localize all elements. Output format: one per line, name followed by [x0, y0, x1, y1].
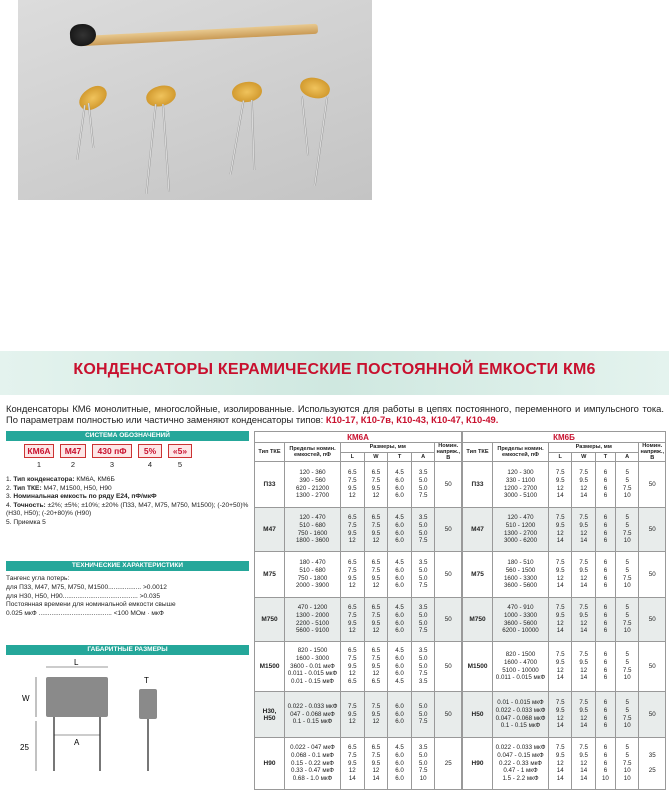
cell-a: 5 5 7.5 10	[615, 552, 639, 598]
cell-v: 50	[639, 598, 666, 642]
cell-t: 4.5 6.0 6.0 6.0	[388, 508, 412, 552]
table-row	[463, 598, 666, 642]
index-5: 5	[177, 460, 183, 469]
cell-v: 25	[435, 738, 462, 790]
col-header-a: A	[411, 452, 435, 462]
table-km6b	[462, 431, 666, 790]
cell-w: 7.5 9.5 12 14 14	[572, 738, 595, 790]
dim-label-l: L	[74, 658, 79, 667]
cell-a: 5 5 7.5 10	[615, 598, 639, 642]
cell-a: 3.5 5.0 5.0 7.5	[411, 508, 435, 552]
cell-w: 7.5 9.5 12 14	[572, 552, 595, 598]
cell-tke: М47	[255, 508, 285, 552]
cell-t: 6 6 6 6	[595, 552, 615, 598]
cell-t: 6 6 6 6	[595, 462, 615, 508]
dim-label-t: T	[144, 676, 149, 685]
cell-tke: М750	[463, 598, 493, 642]
cell-t: 6.0 6.0 6.0	[388, 692, 412, 738]
dimension-drawing	[14, 655, 214, 773]
notation-indices	[24, 460, 198, 469]
cell-w: 7.5 9.5 12 14	[572, 462, 595, 508]
cell-l: 7.5 9.5 12 14	[549, 642, 572, 692]
cell-l: 6.5 7.5 9.5 12	[341, 552, 365, 598]
cell-t: 4.5 6.0 6.0 6.0	[388, 552, 412, 598]
cell-t: 6 6 6 6 10	[595, 738, 615, 790]
table-row	[463, 738, 666, 790]
col-header-voltage: Номин. напряж., В	[640, 443, 665, 461]
cell-a: 3.5 5.0 5.0 7.5 3.5	[411, 642, 435, 692]
dim-label-w: W	[22, 694, 30, 703]
tech-line: 0.025 мкФ ........................................ <100 МОм · мкФ	[6, 610, 164, 618]
cell-a: 3.5 5.0 5.0 7.5	[411, 598, 435, 642]
dim-label-lead: 25	[20, 743, 29, 752]
table-row	[255, 508, 462, 552]
cap-side-body	[139, 689, 157, 719]
cell-range: 180 - 510 560 - 1500 1600 - 3300 3600 - 5600	[493, 552, 549, 598]
capacitor-3-lead	[251, 100, 255, 170]
cell-v: 50	[639, 642, 666, 692]
col-header-l: L	[549, 452, 572, 462]
table-row	[255, 552, 462, 598]
cell-tke: П33	[255, 462, 285, 508]
notation-list	[6, 476, 250, 528]
cell-l: 7.5 9.5 12 14	[549, 552, 572, 598]
table-row	[255, 462, 462, 508]
cell-l: 7.5 9.5 12 14	[549, 508, 572, 552]
table-row	[463, 462, 666, 508]
cell-range: 0.022 - 0.033 мкФ 047 - 0.068 мкФ 0.1 - 0.15 мкФ	[285, 692, 341, 738]
cell-t: 4.5 6.0 6.0 6.0 4.5	[388, 642, 412, 692]
cell-a: 5 5 7.5 10	[615, 462, 639, 508]
notation-item: 1. Тип конденсатора: КМ6А, КМ6Б	[6, 476, 115, 483]
tech-line: Тангенс угла потерь:	[6, 575, 70, 582]
cell-w: 6.5 7.5 9.5 12 6.5	[364, 642, 388, 692]
table-row	[255, 642, 462, 692]
table-row	[255, 598, 462, 642]
cell-v: 50	[435, 462, 462, 508]
cell-v: 50	[435, 692, 462, 738]
col-header-range: Пределы номин. емкостей, пФ	[285, 443, 341, 462]
cell-tke: Н90	[255, 738, 285, 790]
index-2: 2	[70, 460, 76, 469]
cell-range: 120 - 470 510 - 1200 1300 - 2700 3000 - 6200	[493, 508, 549, 552]
col-header-dims: Размеры, мм	[549, 443, 639, 453]
cell-a: 5.0 5.0 7.5	[411, 692, 435, 738]
cell-a: 5 5 7.5 10	[615, 508, 639, 552]
table-row	[463, 642, 666, 692]
cell-range: 120 - 360 390 - 560 620 - 21200 1300 - 2700	[285, 462, 341, 508]
cell-l: 7.5 9.5 12 14	[549, 692, 572, 738]
cell-range: 180 - 470 510 - 680 750 - 1800 2000 - 3900	[285, 552, 341, 598]
cell-l: 6.5 7.5 9.5 12 6.5	[341, 642, 365, 692]
notation-item: 2. Тип ТКЕ: М47, М1500, Н50, Н90	[6, 484, 112, 492]
capacitor-2-lead	[145, 104, 156, 194]
intro-text: Конденсаторы КМ6 монолитные, многослойные, изолированные. Используются для работы в цепях постоянного, переменного и импульсного тока. По параметрам полностью или частично заменяют конденсаторы типов:	[6, 403, 664, 425]
cell-l: 6.5 7.5 9.5 12	[341, 598, 365, 642]
cell-l: 6.5 7.5 9.5 12	[341, 508, 365, 552]
cell-w: 6.5 7.5 9.5 12	[364, 462, 388, 508]
capacitor-4-lead	[314, 96, 329, 185]
cell-l: 6.5 7.5 9.5 12	[341, 462, 365, 508]
cell-range: 0.022 - 047 мкФ 0.068 - 0.1 мкФ 0.15 - 0.22 мкФ 0.33 - 0.47 мкФ 0.68 - 1.0 мкФ	[285, 738, 341, 790]
cell-l: 7.5 9.5 12	[341, 692, 365, 738]
table-row	[463, 692, 666, 738]
capacitor-4-lead	[301, 96, 309, 156]
cell-v: 50	[435, 642, 462, 692]
notation-item: 5. Приемка 5	[6, 518, 46, 526]
cell-t: 6 6 6 6	[595, 598, 615, 642]
cell-w: 7.5 9.5 12 14	[572, 642, 595, 692]
table-row	[463, 508, 666, 552]
code-tke: М47	[60, 444, 86, 458]
capacitor-1	[75, 81, 111, 115]
cell-range: 120 - 470 510 - 680 750 - 1600 1800 - 3600	[285, 508, 341, 552]
cell-w: 7.5 9.5 12 14	[572, 692, 595, 738]
index-1: 1	[36, 460, 42, 469]
cell-v: 50	[639, 462, 666, 508]
table-group-title: КМ6А	[255, 432, 462, 443]
col-header-t: T	[595, 452, 615, 462]
capacitor-2-lead	[162, 104, 170, 192]
intro-types: К10-17, К10-7в, К10-43, К10-47, К10-49.	[325, 414, 499, 425]
col-header-l: L	[341, 452, 365, 462]
cell-l: 6.5 7.5 9.5 12 14	[341, 738, 365, 790]
table-row	[255, 692, 462, 738]
cell-tke: М1500	[255, 642, 285, 692]
notation-header: СИСТЕМА ОБОЗНАЧЕНИЙ	[6, 431, 249, 441]
notation-codes	[24, 444, 198, 458]
cell-a: 5 5 7.5 10	[615, 642, 639, 692]
col-header-tke: Тип ТКЕ	[255, 443, 285, 462]
code-tolerance: 5%	[138, 444, 162, 458]
cell-t: 6 6 6 6	[595, 508, 615, 552]
cell-v: 50	[435, 598, 462, 642]
cell-range: 0.022 - 0.033 мкФ 0.047 - 0.15 мкФ 0.22 - 0.33 мкФ 0.47 - 1 мкФ 1.5 - 2.2 мкФ	[493, 738, 549, 790]
cell-range: 470 - 910 1000 - 3300 3600 - 5600 6200 - 10000	[493, 598, 549, 642]
table-row	[255, 738, 462, 790]
match-stick	[78, 24, 318, 47]
cell-w: 7.5 9.5 12 14	[572, 598, 595, 642]
col-header-t: T	[388, 452, 412, 462]
cell-a: 3.5 5.0 5.0 7.5	[411, 552, 435, 598]
cell-l: 7.5 9.5 12 14	[549, 462, 572, 508]
cell-tke: М47	[463, 508, 493, 552]
cell-t: 6 6 6 6	[595, 642, 615, 692]
cell-t: 4.5 6.0 6.0 6.0 6.0	[388, 738, 412, 790]
cell-w: 6.5 7.5 9.5 12	[364, 598, 388, 642]
col-header-voltage: Номин. напряж., В	[436, 443, 461, 461]
cell-tke: М75	[255, 552, 285, 598]
intro-paragraph	[6, 403, 664, 425]
cell-t: 4.5 6.0 6.0 6.0	[388, 462, 412, 508]
tech-line: Постоянная времени для номинальной емкости свыше	[6, 601, 176, 609]
cell-t: 6 6 6 6	[595, 692, 615, 738]
cell-range: 820 - 1500 1600 - 3000 3600 - 0.01 мкФ 0.011 - 0.015 мкФ 0.01 - 0.15 мкФ	[285, 642, 341, 692]
cell-v: 50	[435, 508, 462, 552]
cell-v: 50	[639, 552, 666, 598]
capacitor-2	[144, 82, 178, 109]
cell-a: 5 5 7.5 10	[615, 692, 639, 738]
cell-tke: М1500	[463, 642, 493, 692]
code-capacitance: 430 пФ	[92, 444, 132, 458]
cell-w: 6.5 7.5 9.5 12	[364, 508, 388, 552]
col-header-a: A	[615, 452, 639, 462]
cell-v: 50	[639, 508, 666, 552]
tech-header: ТЕХНИЧЕСКИЕ ХАРАКТЕРИСТИКИ	[6, 561, 249, 571]
cell-w: 6.5 7.5 9.5 12	[364, 552, 388, 598]
cell-v: 50	[435, 552, 462, 598]
cell-range: 470 - 1200 1300 - 2000 2200 - 5100 5600 - 9100	[285, 598, 341, 642]
dims-header: ГАБАРИТНЫЕ РАЗМЕРЫ	[6, 645, 249, 655]
cell-tke: М75	[463, 552, 493, 598]
notation-item: 3. Номинальная емкость по ряду Е24, пФ/мкФ	[6, 493, 157, 501]
cell-a: 3.5 5.0 5.0 7.5	[411, 462, 435, 508]
page-title: КОНДЕНСАТОРЫ КЕРАМИЧЕСКИЕ ПОСТОЯННОЙ ЕМКОСТИ КМ6	[73, 361, 596, 378]
capacitor-3-lead	[230, 100, 245, 174]
cell-l: 7.5 9.5 12 14 14	[549, 738, 572, 790]
cell-l: 7.5 9.5 12 14	[549, 598, 572, 642]
code-type: КМ6А	[24, 444, 54, 458]
cell-range: 0.01 - 0.015 мкФ 0.022 - 0.033 мкФ 0.047 - 0.068 мкФ 0.1 - 0.15 мкФ	[493, 692, 549, 738]
notation-item: 4. Точность: ±2%; ±5%; ±10%; ±20% (П33, М47, М75, М750, М1500); (-20+50)% (Н30, Н50); (-20+80)% (Н90)	[6, 501, 249, 518]
cell-t: 4.5 6.0 6.0 6.0	[388, 598, 412, 642]
index-3: 3	[109, 460, 115, 469]
cell-tke: Н90	[463, 738, 493, 790]
cell-tke: П33	[463, 462, 493, 508]
tech-line: для Н30, Н50, Н90......................................... >0.035	[6, 592, 161, 600]
cell-range: 120 - 300 330 - 1100 1200 - 2700 3000 - 5100	[493, 462, 549, 508]
index-4: 4	[147, 460, 153, 469]
col-header-w: W	[364, 452, 388, 462]
table-row	[463, 552, 666, 598]
dim-label-a: A	[74, 738, 80, 747]
col-header-w: W	[572, 452, 595, 462]
cell-tke: Н30, Н50	[255, 692, 285, 738]
col-header-dims: Размеры, мм	[341, 443, 435, 453]
tech-specs	[6, 575, 250, 619]
table-km6a	[254, 431, 462, 790]
cell-w: 7.5 9.5 12 14	[572, 508, 595, 552]
cell-tke: Н50	[463, 692, 493, 738]
cell-v: 35 25	[639, 738, 666, 790]
capacitor-3	[231, 80, 263, 104]
col-header-range: Пределы номин. емкостей, пФ	[493, 443, 549, 462]
product-photo	[18, 0, 372, 200]
cap-front-body	[46, 677, 108, 717]
table-group-title: КМ6Б	[463, 432, 666, 443]
cell-a: 3.5 5.0 5.0 7.5 10	[411, 738, 435, 790]
code-acceptance: «5»	[168, 444, 192, 458]
cell-a: 5 5 7.5 10 10	[615, 738, 639, 790]
tech-line: для П33, М47, М75, М750, М1500.................. >0.0012	[6, 583, 167, 591]
capacitor-1-lead	[76, 105, 86, 160]
cell-w: 7.5 9.5 12	[364, 692, 388, 738]
cell-w: 6.5 7.5 9.5 12 14	[364, 738, 388, 790]
cell-tke: М750	[255, 598, 285, 642]
cell-v: 50	[639, 692, 666, 738]
col-header-tke: Тип ТКЕ	[463, 443, 493, 462]
cell-range: 820 - 1500 1600 - 4700 5100 - 10000 0.011 - 0.015 мкФ	[493, 642, 549, 692]
